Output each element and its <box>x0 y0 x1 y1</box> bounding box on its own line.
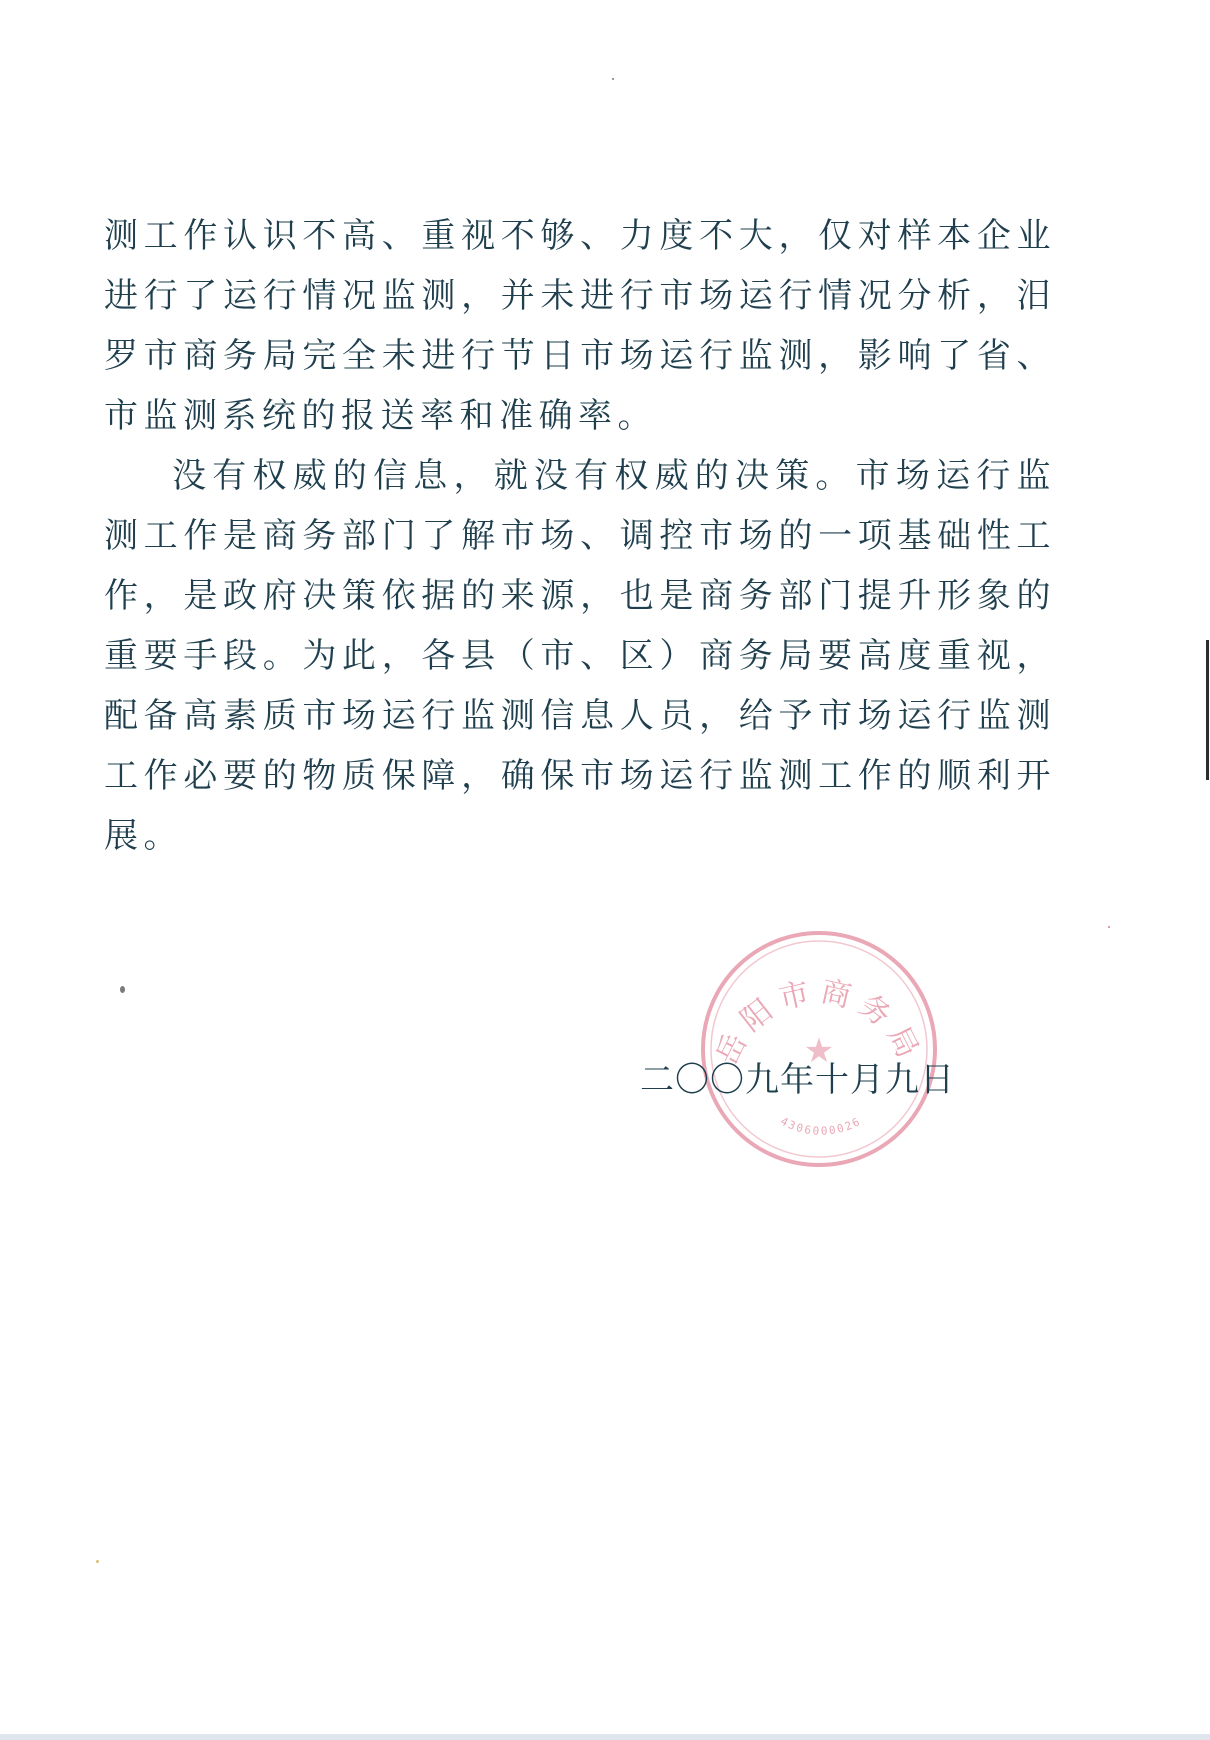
scan-speck <box>1108 926 1110 928</box>
scan-speck <box>612 78 614 80</box>
scan-edge-bottom <box>0 1734 1210 1740</box>
paragraph-1: 测工作认识不高、重视不够、力度不大，仅对样本企业进行了运行情况监测，并未进行市场运行情况分析，汨罗市商务局完全未进行节日市场运行监测，影响了省、市监测系统的报送率和准确率。 <box>104 216 1056 436</box>
seal-inner-text: 岳阳市商务局 <box>709 974 929 1071</box>
scan-edge-right <box>1206 640 1209 780</box>
document-body <box>104 206 1056 866</box>
document-date: 二〇〇九年十月九日 <box>640 1060 955 1100</box>
seal-serial-number: 4306000026 <box>778 1114 864 1138</box>
scan-speck <box>120 986 125 993</box>
official-seal-stamp <box>696 926 942 1172</box>
scan-speck <box>96 1560 99 1563</box>
seal-star-icon: ★ <box>803 1031 835 1071</box>
paragraph-2: 没有权威的信息，就没有权威的决策。市场运行监测工作是商务部门了解市场、调控市场的一项基础性工作，是政府决策依据的来源，也是商务部门提升形象的重要手段。为此，各县（市、区）商务局要高度重视，配备高素质市场运行监测信息人员，给予市场运行监测工作必要的物质保障，确保市场运行监测工作的顺利开展。 <box>104 456 1056 856</box>
